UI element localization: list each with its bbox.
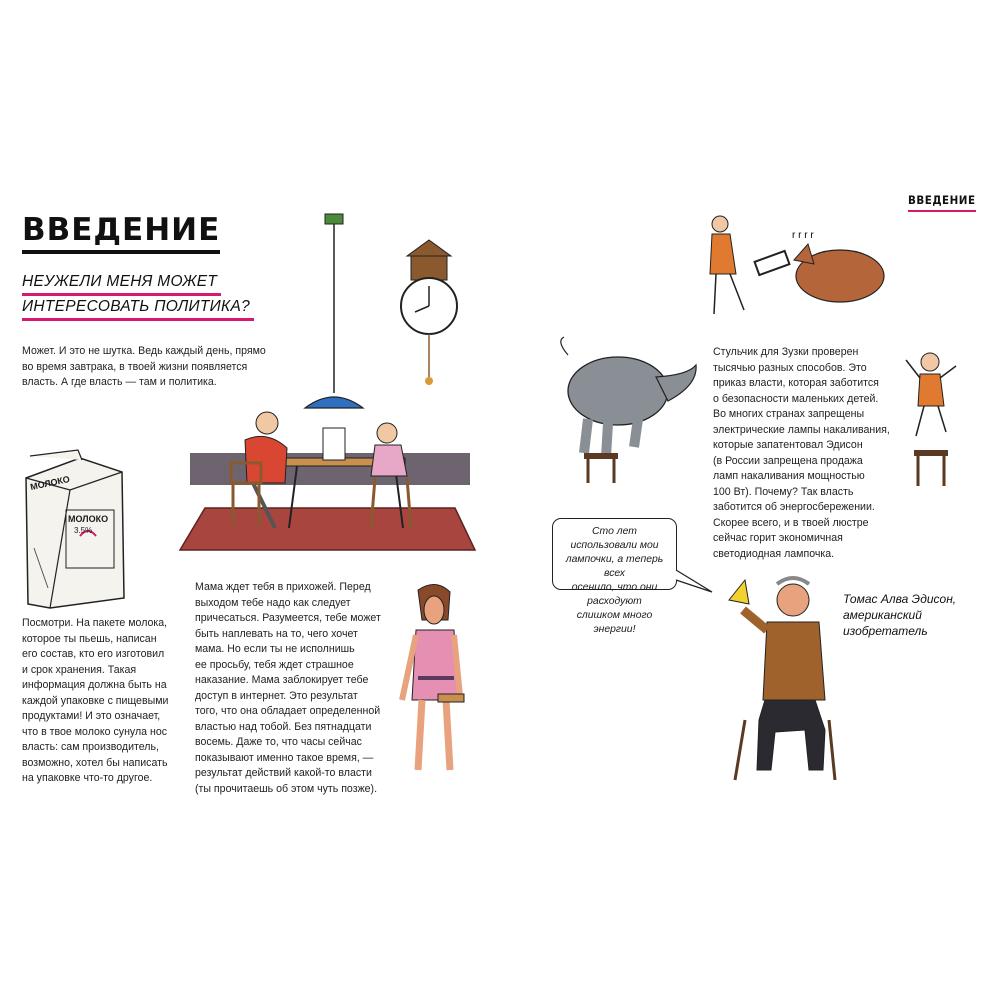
chair-paragraph: Стульчик для Зузки проверен тысячью разных способов. Это приказ власти, которая заботится о безопасности маленьких детей. Во многих странах запрещены электрические лампы накаливания, которые запатентовал Эдисон (в России запрещена продажа ламп накаливания мощностью 100 Вт). Почему? Так власть заботится об энергосбережении. Скорее всего, и в твоей люстре сейчас горит экономичная светодиодная лампочка.: [713, 346, 890, 560]
mother-illustration: [388, 580, 478, 790]
mom-paragraph: Мама ждет тебя в прихожей. Перед выходом тебе надо как следует причесаться. Разумеется, тебе может быть наплевать на то, чего хочет мама. Но если ты не исполнишь ее просьбу, тебя ждет страшное наказание. Мама заблокирует тебе доступ в интернет. Это результат того, что она обладает определенной властью над тобой. Без пятнадцати восемь. Даже то, что часы сейчас показывают именно такое время, — результат действий какой-то власти (ты прочитаешь об этом чуть позже).: [195, 581, 381, 795]
speech-bubble: Сто лет использовали мои лампочки, а теперь всех осенило, что они расходуют слишком много энергии!: [552, 518, 677, 590]
subtitle-line-1: НЕУЖЕЛИ МЕНЯ МОЖЕТ: [22, 273, 221, 296]
milk-carton-fat: 3.5%: [74, 526, 93, 535]
intro-paragraph: Может. И это не шутка. Ведь каждый день, прямо во время завтрака, в твоей жизни появляется власть. А где власть — там и политика.: [22, 345, 266, 388]
breakfast-scene-illustration: [175, 208, 495, 553]
milk-carton-label: МОЛОКО: [68, 514, 109, 524]
page-title: ВВЕДЕНИЕ: [22, 212, 220, 254]
elephant-illustration: [548, 335, 708, 485]
edison-caption: Томас Алва Эдисон, американский изобретатель: [843, 592, 957, 638]
subtitle-line-2: ИНТЕРЕСОВАТЬ ПОЛИТИКА?: [22, 298, 254, 321]
milk-paragraph: Посмотри. На пакете молока, которое ты пьешь, написан его состав, кто его изготовил и срок хранения. Такая информация должна быть на каждой упаковке с пищевыми продуктами! И это означает, что в твое молоко сунула нос власть: сам производитель, возможно, хотел бы написать на упаковке что-то другое.: [22, 617, 169, 784]
milk-carton-brand: МОЛОКО: [29, 473, 71, 493]
section-label: ВВЕДЕНИЕ: [908, 193, 976, 212]
svg-text:r r r r: r r r r: [792, 230, 814, 241]
girl-dog-chair-illustration: [690, 210, 900, 325]
edison-illustration: [705, 570, 845, 790]
jumping-boy-illustration: [898, 340, 968, 490]
